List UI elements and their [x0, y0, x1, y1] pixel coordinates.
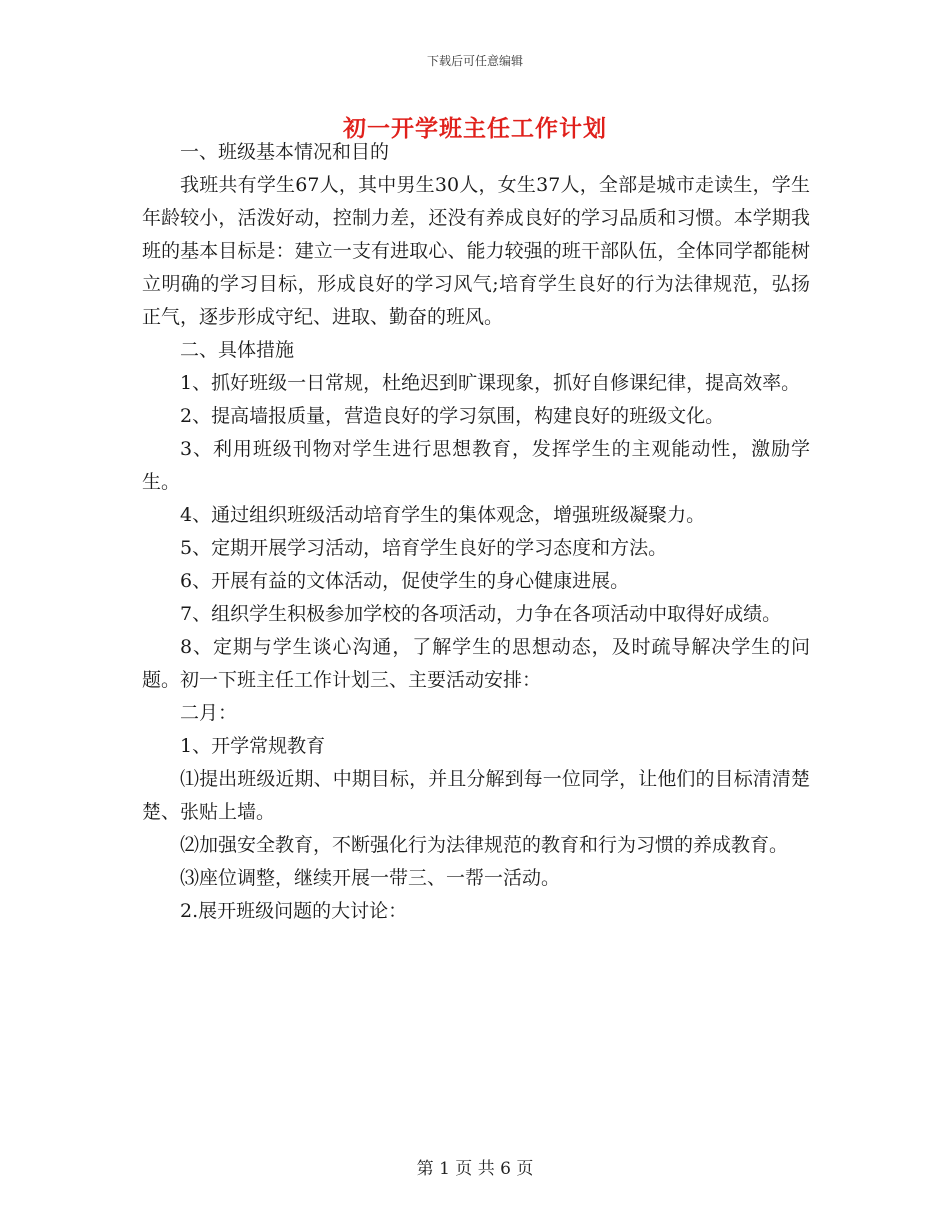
list-item: 5、定期开展学习活动，培育学生良好的学习态度和方法。 [180, 537, 668, 559]
list-item: 2.展开班级问题的大讨论： [180, 900, 408, 922]
list-item: ⑶座位调整，继续开展一带三、一帮一活动。 [180, 867, 561, 889]
list-item: 1、抓好班级一日常规，杜绝迟到旷课现象，抓好自修课纪律，提高效率。 [180, 372, 801, 394]
list-item: 7、组织学生积极参加学校的各项活动，力争在各项活动中取得好成绩。 [180, 603, 782, 625]
list-item: 6、开展有益的文体活动，促使学生的身心健康进展。 [180, 570, 630, 592]
list-item: 1、开学常规教育 [180, 735, 326, 757]
page-header: 下载后可任意编辑 [426, 54, 523, 68]
list-item: 3、利用班级刊物对学生进行思想教育，发挥学生的主观能动性，激励学生。 [142, 438, 810, 493]
section-heading: 一、班级基本情况和目的 [180, 141, 390, 163]
list-item: ⑴提出班级近期、中期目标，并且分解到每一位同学，让他们的目标清清楚楚、张贴上墙。 [142, 768, 810, 823]
list-item: ⑵加强安全教育，不断强化行为法律规范的教育和行为习惯的养成教育。 [180, 834, 789, 856]
list-item: 4、通过组织班级活动培育学生的集体观念，增强班级凝聚力。 [180, 504, 706, 526]
paragraph: 我班共有学生67人，其中男生30人，女生37人，全部是城市走读生，学生年龄较小，活泼好动，控制力差，还没有养成良好的学习品质和习惯。本学期我班的基本目标是：建立一支有进取心、能力较强的班干部队伍，全体同学都能树立明确的学习目标，形成良好的学习风气;培育学生良好的行为法律规范，弘扬正气，逐步形成守纪、进取、勤奋的班风。 [142, 174, 810, 328]
document-title: 初一开学班主任工作计划 [343, 115, 607, 142]
section-heading: 二月： [180, 702, 238, 724]
list-item: 2、提高墙报质量，营造良好的学习氛围，构建良好的班级文化。 [180, 405, 725, 427]
list-item: 8、定期与学生谈心沟通，了解学生的思想动态，及时疏导解决学生的问题。初一下班主任工作计划三、主要活动安排： [142, 636, 810, 691]
page-footer: 第 1 页 共 6 页 [416, 1159, 534, 1179]
document-body [142, 136, 810, 928]
section-heading: 二、具体措施 [180, 339, 295, 361]
